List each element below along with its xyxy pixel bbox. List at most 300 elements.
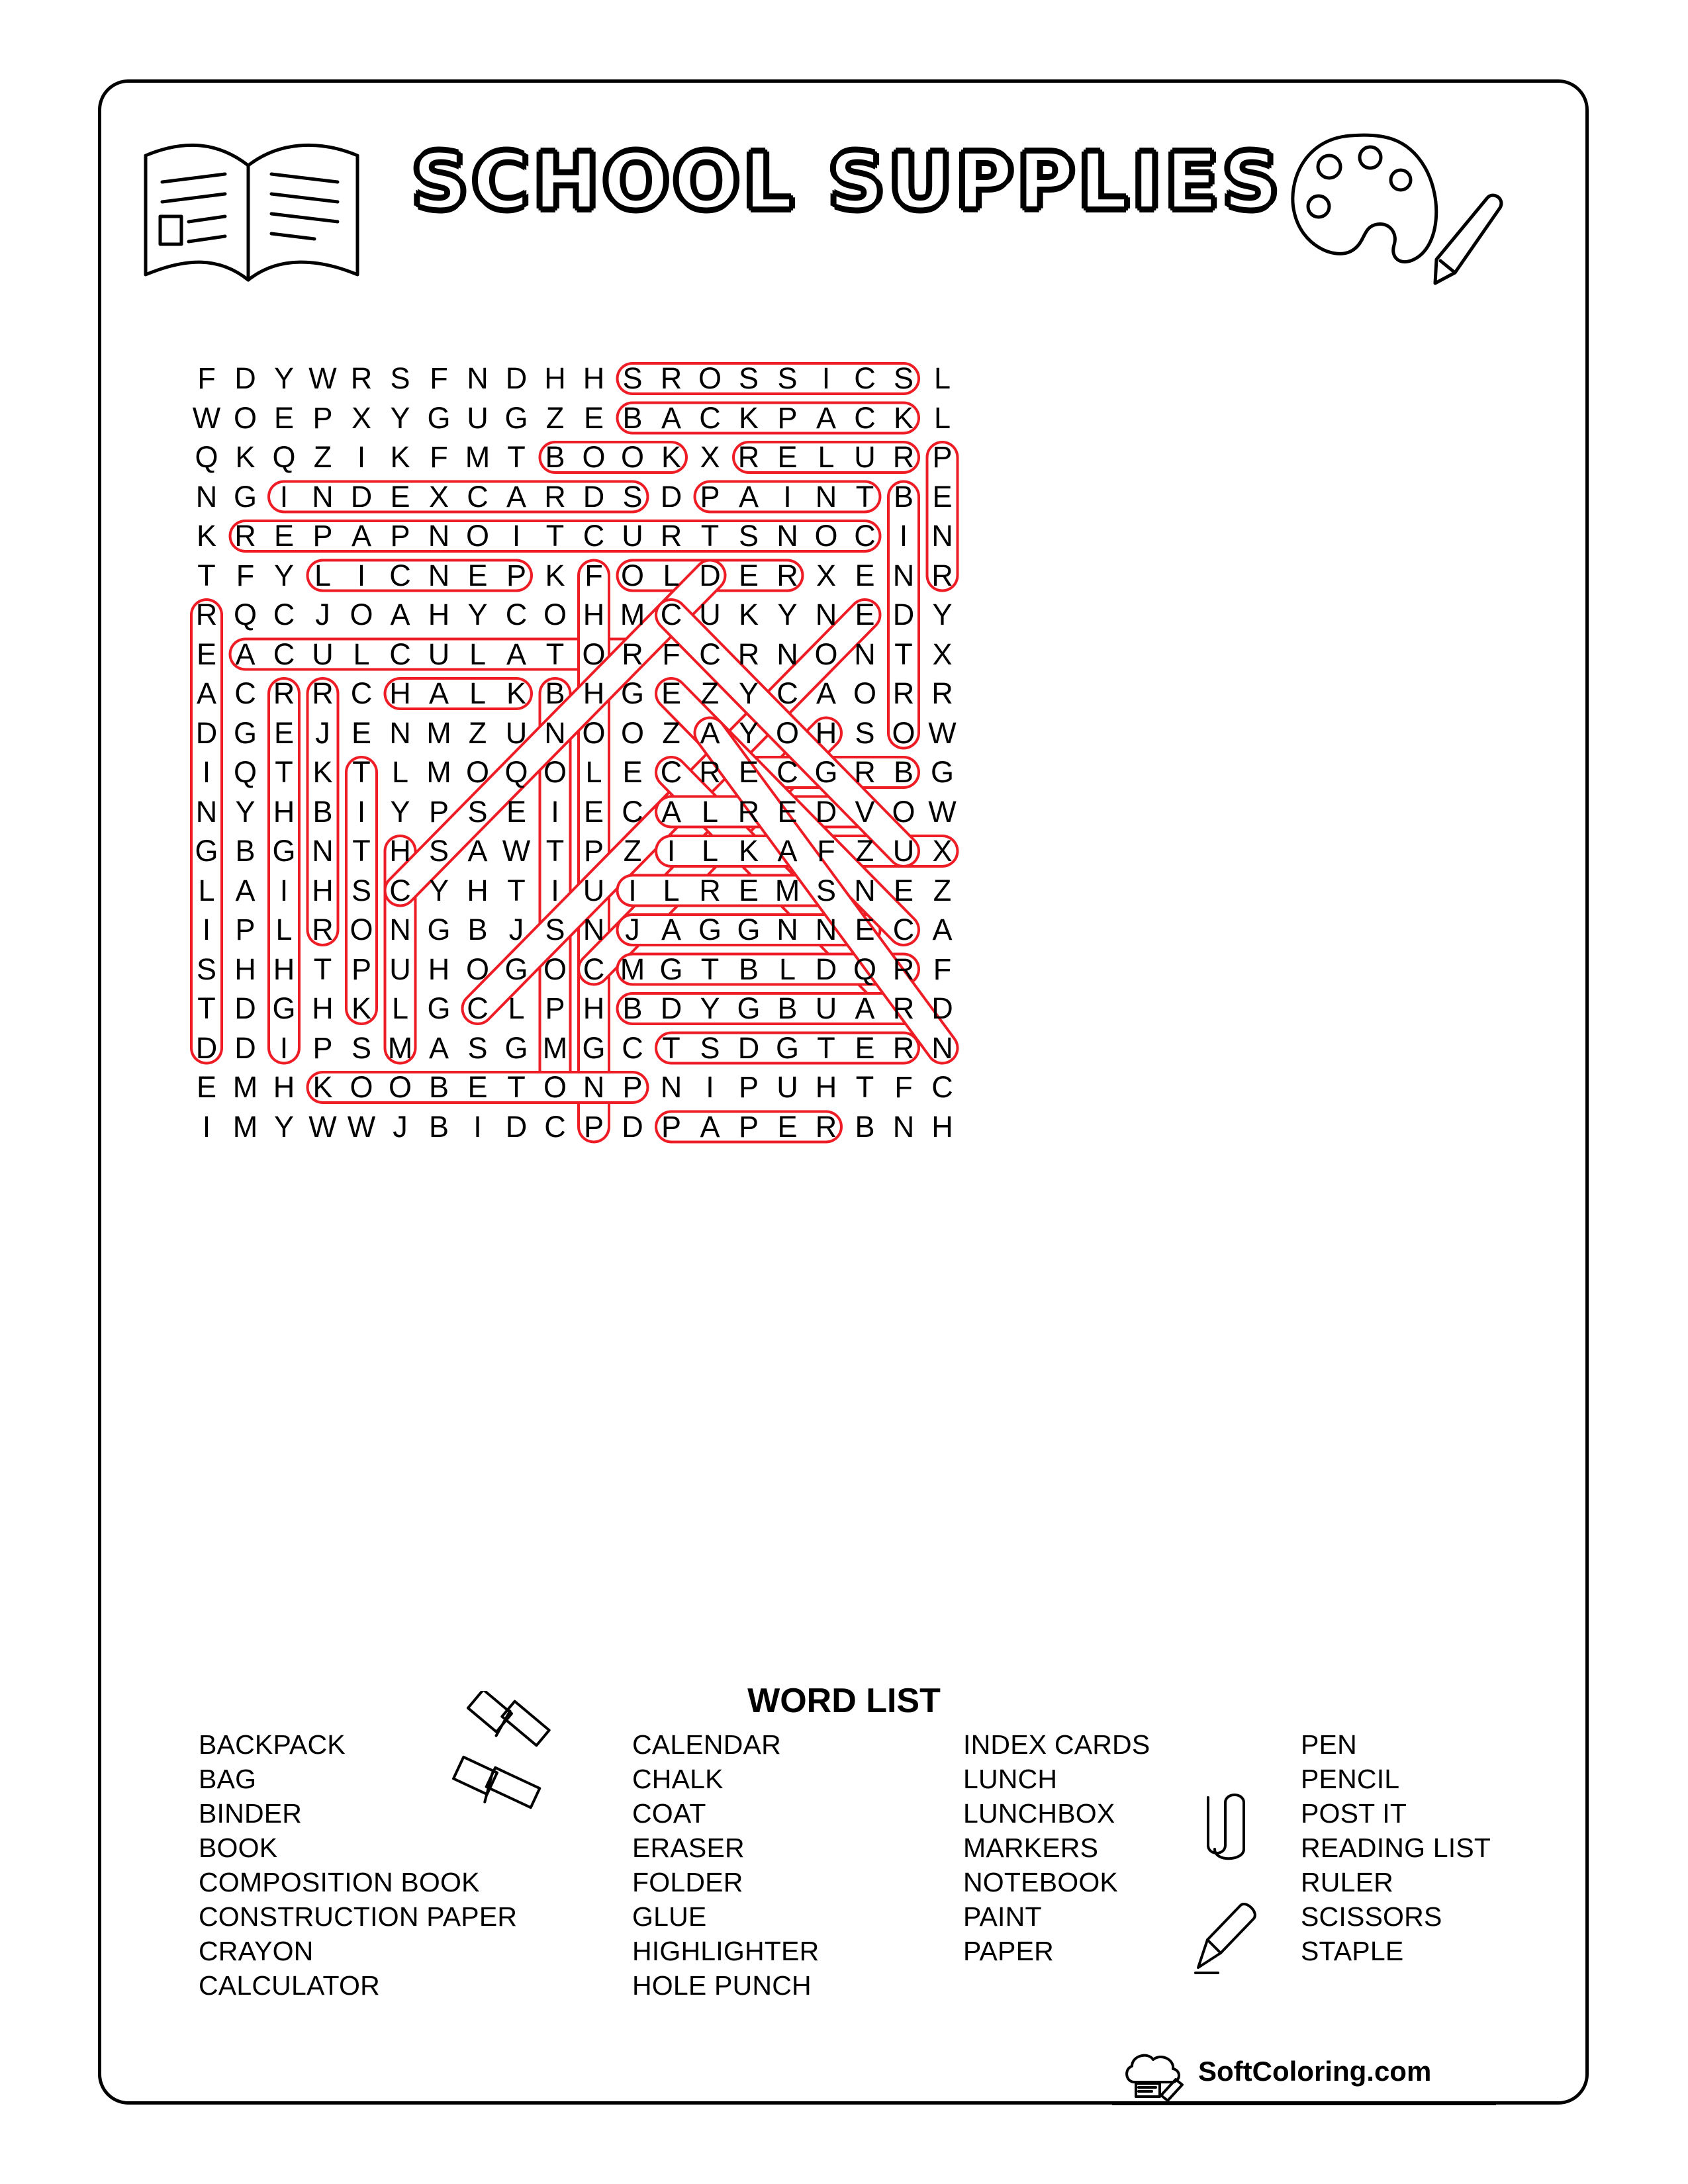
grid-cell[interactable]: T	[275, 755, 293, 789]
brand-footer[interactable]	[1112, 2038, 1496, 2111]
grid-cell[interactable]: Z	[700, 676, 720, 710]
grid-cell[interactable]: E	[738, 873, 759, 907]
grid-cell[interactable]: C	[467, 479, 489, 514]
grid-cell[interactable]: T	[894, 637, 913, 671]
grid-cell[interactable]: N	[776, 913, 798, 946]
grid-cell[interactable]: L	[933, 400, 951, 435]
grid-cell[interactable]: I	[357, 794, 366, 829]
grid-cell[interactable]: R	[737, 637, 760, 671]
grid-cell[interactable]: X	[932, 637, 953, 671]
grid-cell[interactable]: F	[662, 637, 680, 671]
grid-cell[interactable]: F	[933, 952, 952, 986]
grid-cell[interactable]: Z	[855, 834, 874, 868]
grid-cell[interactable]: T	[662, 1030, 680, 1065]
grid-cell[interactable]: H	[273, 1070, 295, 1104]
grid-cell[interactable]: S	[893, 361, 914, 395]
grid-cell[interactable]: H	[389, 676, 411, 710]
grid-cell[interactable]: L	[701, 794, 719, 829]
grid-cell[interactable]: G	[195, 834, 218, 868]
grid-cell[interactable]: K	[312, 755, 333, 789]
grid-cell[interactable]: E	[467, 558, 488, 592]
grid-cell[interactable]: G	[272, 834, 296, 868]
grid-cell[interactable]: P	[506, 558, 526, 592]
grid-cell[interactable]: T	[197, 558, 216, 592]
grid-cell[interactable]: Y	[235, 794, 256, 829]
grid-cell[interactable]: L	[585, 755, 602, 789]
grid-cell[interactable]: H	[273, 794, 295, 829]
grid-cell[interactable]: R	[312, 676, 334, 710]
grid-cell[interactable]: N	[544, 715, 566, 750]
grid-cell[interactable]: R	[737, 440, 760, 474]
grid-cell[interactable]: A	[816, 676, 836, 710]
grid-cell[interactable]: O	[233, 400, 257, 435]
grid-cell[interactable]: X	[428, 479, 449, 514]
grid-cell[interactable]: S	[738, 519, 759, 553]
grid-cell[interactable]: Y	[738, 676, 759, 710]
grid-cell[interactable]: E	[273, 715, 294, 750]
grid-cell[interactable]: E	[583, 794, 604, 829]
grid-cell[interactable]: O	[853, 676, 876, 710]
grid-cell[interactable]: O	[465, 519, 489, 553]
grid-cell[interactable]: O	[814, 519, 838, 553]
grid-cell[interactable]: R	[699, 873, 721, 907]
grid-cell[interactable]: O	[620, 440, 644, 474]
grid-cell[interactable]: Y	[273, 1109, 294, 1144]
grid-cell[interactable]: T	[507, 873, 526, 907]
grid-cell[interactable]: B	[622, 991, 643, 1025]
grid-cell[interactable]: C	[931, 1070, 953, 1104]
grid-cell[interactable]: A	[855, 991, 875, 1025]
grid-cell[interactable]: D	[660, 479, 682, 514]
grid-cell[interactable]: T	[313, 952, 332, 986]
grid-cell[interactable]: U	[622, 519, 643, 553]
grid-cell[interactable]: Z	[662, 715, 680, 750]
grid-cell[interactable]: R	[195, 598, 218, 631]
grid-cell[interactable]: U	[428, 637, 450, 671]
grid-cell[interactable]: R	[660, 519, 682, 553]
grid-cell[interactable]: I	[512, 519, 521, 553]
grid-cell[interactable]: T	[855, 1070, 874, 1104]
grid-cell[interactable]: G	[427, 913, 451, 946]
grid-cell[interactable]: M	[426, 755, 451, 789]
grid-cell[interactable]: L	[275, 913, 293, 946]
grid-cell[interactable]: E	[506, 794, 526, 829]
grid-cell[interactable]: C	[892, 913, 915, 946]
grid-cell[interactable]: H	[815, 1070, 837, 1104]
grid-cell[interactable]: O	[543, 1070, 567, 1104]
grid-cell[interactable]: C	[660, 755, 682, 789]
grid-cell[interactable]: K	[235, 440, 256, 474]
grid-cell[interactable]: P	[351, 952, 371, 986]
grid-cell[interactable]: E	[855, 558, 875, 592]
grid-cell[interactable]: I	[357, 440, 366, 474]
grid-cell[interactable]: C	[234, 676, 256, 710]
grid-cell[interactable]: E	[196, 1070, 216, 1104]
grid-cell[interactable]: W	[308, 361, 337, 395]
grid-cell[interactable]: B	[545, 440, 565, 474]
grid-cell[interactable]: X	[351, 400, 371, 435]
grid-cell[interactable]: G	[737, 913, 761, 946]
grid-cell[interactable]: J	[315, 715, 330, 750]
grid-cell[interactable]: F	[585, 558, 603, 592]
grid-cell[interactable]: G	[504, 400, 528, 435]
grid-cell[interactable]: A	[661, 794, 681, 829]
grid-cell[interactable]: C	[699, 637, 721, 671]
grid-cell[interactable]: A	[661, 400, 681, 435]
grid-cell[interactable]: U	[467, 400, 489, 435]
grid-cell[interactable]: N	[892, 1109, 915, 1144]
grid-cell[interactable]: L	[818, 440, 835, 474]
grid-cell[interactable]: G	[659, 952, 683, 986]
grid-cell[interactable]: F	[236, 558, 255, 592]
grid-cell[interactable]: D	[815, 794, 837, 829]
grid-cell[interactable]: C	[544, 1109, 566, 1144]
grid-cell[interactable]: G	[620, 676, 644, 710]
grid-cell[interactable]: B	[893, 755, 914, 789]
grid-cell[interactable]: H	[583, 598, 605, 631]
grid-cell[interactable]: A	[351, 519, 371, 553]
grid-cell[interactable]: R	[312, 913, 334, 946]
grid-cell[interactable]: S	[390, 361, 410, 395]
grid-cell[interactable]: H	[583, 676, 605, 710]
grid-cell[interactable]: A	[506, 479, 526, 514]
grid-cell[interactable]: Y	[428, 873, 449, 907]
grid-cell[interactable]: E	[583, 400, 604, 435]
grid-cell[interactable]: A	[196, 676, 216, 710]
grid-cell[interactable]: W	[347, 1109, 376, 1144]
grid-cell[interactable]: I	[551, 794, 559, 829]
grid-cell[interactable]: E	[855, 1030, 875, 1065]
grid-cell[interactable]: A	[506, 637, 526, 671]
grid-cell[interactable]: N	[815, 913, 837, 946]
grid-cell[interactable]: G	[272, 991, 296, 1025]
grid-cell[interactable]: M	[620, 598, 645, 631]
grid-cell[interactable]: A	[467, 834, 488, 868]
grid-cell[interactable]: M	[232, 1109, 258, 1144]
grid-cell[interactable]: O	[465, 952, 489, 986]
grid-cell[interactable]: Q	[233, 755, 257, 789]
grid-cell[interactable]: N	[583, 1070, 605, 1104]
grid-cell[interactable]: P	[661, 1109, 681, 1144]
grid-cell[interactable]: L	[353, 637, 370, 671]
grid-cell[interactable]: M	[465, 440, 491, 474]
grid-cell[interactable]: H	[815, 715, 837, 750]
grid-cell[interactable]: B	[622, 400, 643, 435]
grid-cell[interactable]: C	[467, 991, 489, 1025]
grid-cell[interactable]: R	[931, 676, 953, 710]
grid-cell[interactable]: N	[776, 519, 798, 553]
grid-cell[interactable]: B	[893, 479, 914, 514]
grid-cell[interactable]: G	[582, 1030, 606, 1065]
grid-cell[interactable]: O	[465, 755, 489, 789]
grid-cell[interactable]: A	[661, 913, 681, 946]
grid-cell[interactable]: T	[507, 1070, 526, 1104]
grid-cell[interactable]: P	[312, 519, 333, 553]
grid-cell[interactable]: P	[583, 834, 604, 868]
grid-cell[interactable]: E	[777, 1109, 798, 1144]
grid-cell[interactable]: C	[699, 400, 721, 435]
grid-cell[interactable]: F	[817, 834, 835, 868]
grid-cell[interactable]: T	[855, 479, 874, 514]
grid-cell[interactable]: M	[542, 1030, 568, 1065]
grid-cell[interactable]: D	[583, 479, 605, 514]
grid-cell[interactable]: B	[235, 834, 256, 868]
grid-cell[interactable]: U	[583, 873, 605, 907]
grid-cell[interactable]: U	[389, 952, 411, 986]
grid-cell[interactable]: U	[505, 715, 528, 750]
grid-cell[interactable]: N	[892, 558, 915, 592]
grid-cell[interactable]: P	[235, 913, 256, 946]
grid-cell[interactable]: L	[314, 558, 332, 592]
grid-cell[interactable]: V	[855, 794, 875, 829]
grid-cell[interactable]: O	[582, 637, 606, 671]
grid-cell[interactable]: K	[390, 440, 410, 474]
grid-cell[interactable]: Y	[467, 598, 488, 631]
grid-cell[interactable]: B	[738, 952, 759, 986]
grid-cell[interactable]: D	[350, 479, 373, 514]
grid-cell[interactable]: I	[202, 913, 211, 946]
grid-cell[interactable]: R	[931, 558, 953, 592]
grid-cell[interactable]: J	[508, 913, 524, 946]
grid-cell[interactable]: C	[389, 873, 411, 907]
grid-cell[interactable]: Q	[195, 440, 218, 474]
grid-cell[interactable]: Q	[853, 952, 876, 986]
grid-cell[interactable]: H	[273, 952, 295, 986]
grid-cell[interactable]: H	[428, 598, 450, 631]
grid-cell[interactable]: R	[892, 440, 915, 474]
grid-cell[interactable]: N	[195, 479, 218, 514]
grid-cell[interactable]: A	[700, 715, 720, 750]
grid-cell[interactable]: X	[932, 834, 953, 868]
grid-cell[interactable]: L	[391, 755, 409, 789]
grid-cell[interactable]: Z	[468, 715, 487, 750]
grid-cell[interactable]: U	[815, 991, 837, 1025]
grid-cell[interactable]: A	[428, 1030, 449, 1065]
grid-cell[interactable]: D	[699, 558, 721, 592]
grid-cell[interactable]: T	[700, 519, 720, 553]
grid-cell[interactable]: H	[428, 952, 450, 986]
grid-cell[interactable]: N	[428, 519, 450, 553]
grid-cell[interactable]: H	[312, 873, 334, 907]
grid-cell[interactable]: O	[892, 794, 915, 829]
grid-cell[interactable]: D	[892, 598, 915, 631]
grid-cell[interactable]: P	[583, 1109, 604, 1144]
grid-cell[interactable]: N	[854, 873, 876, 907]
grid-cell[interactable]: E	[273, 519, 294, 553]
grid-cell[interactable]: J	[315, 598, 330, 631]
grid-cell[interactable]: B	[545, 676, 565, 710]
grid-cell[interactable]: H	[583, 361, 605, 395]
grid-cell[interactable]: I	[357, 558, 366, 592]
grid-cell[interactable]: K	[738, 400, 759, 435]
grid-cell[interactable]: C	[505, 598, 528, 631]
grid-cell[interactable]: O	[620, 715, 644, 750]
grid-cell[interactable]: R	[815, 1109, 837, 1144]
grid-cell[interactable]: S	[777, 361, 798, 395]
grid-cell[interactable]: T	[507, 440, 526, 474]
grid-cell[interactable]: D	[931, 991, 953, 1025]
grid-cell[interactable]: P	[738, 1070, 759, 1104]
grid-cell[interactable]: U	[699, 598, 721, 631]
grid-cell[interactable]: E	[738, 558, 759, 592]
grid-cell[interactable]: L	[198, 873, 215, 907]
grid-cell[interactable]: Y	[273, 361, 294, 395]
grid-cell[interactable]: N	[931, 519, 953, 553]
grid-cell[interactable]: C	[583, 952, 605, 986]
grid-cell[interactable]: A	[816, 400, 836, 435]
grid-cell[interactable]: A	[700, 1109, 720, 1144]
grid-cell[interactable]: C	[854, 400, 876, 435]
grid-cell[interactable]: R	[660, 361, 682, 395]
grid-cell[interactable]: N	[583, 913, 605, 946]
grid-cell[interactable]: O	[698, 361, 722, 395]
grid-cell[interactable]: G	[427, 400, 451, 435]
grid-cell[interactable]: H	[931, 1109, 953, 1144]
grid-cell[interactable]: R	[622, 637, 643, 671]
grid-cell[interactable]: G	[698, 913, 722, 946]
grid-cell[interactable]: I	[279, 1030, 289, 1065]
grid-cell[interactable]: Q	[272, 440, 296, 474]
grid-cell[interactable]: S	[700, 1030, 720, 1065]
grid-cell[interactable]: Y	[777, 598, 798, 631]
grid-cell[interactable]: T	[545, 519, 565, 553]
grid-cell[interactable]: R	[273, 676, 295, 710]
grid-cell[interactable]: C	[660, 598, 682, 631]
grid-cell[interactable]: S	[428, 834, 449, 868]
grid-cell[interactable]: N	[931, 1030, 953, 1065]
grid-cell[interactable]: Y	[390, 794, 410, 829]
grid-cell[interactable]: S	[738, 361, 759, 395]
grid-cell[interactable]: M	[774, 873, 800, 907]
grid-cell[interactable]: E	[777, 440, 798, 474]
grid-cell[interactable]: I	[551, 873, 559, 907]
grid-cell[interactable]: Z	[933, 873, 952, 907]
grid-cell[interactable]: S	[196, 952, 216, 986]
grid-cell[interactable]: M	[620, 952, 645, 986]
grid-cell[interactable]: Z	[623, 834, 642, 868]
grid-cell[interactable]: N	[428, 558, 450, 592]
grid-cell[interactable]: W	[928, 794, 957, 829]
grid-cell[interactable]: K	[661, 440, 681, 474]
grid-cell[interactable]: R	[892, 991, 915, 1025]
grid-cell[interactable]: S	[351, 1030, 371, 1065]
grid-cell[interactable]: S	[816, 873, 836, 907]
grid-cell[interactable]: A	[777, 834, 798, 868]
grid-cell[interactable]: L	[778, 952, 796, 986]
grid-cell[interactable]: B	[312, 794, 333, 829]
grid-cell[interactable]: G	[775, 1030, 799, 1065]
grid-cell[interactable]: I	[279, 873, 289, 907]
grid-cell[interactable]: X	[700, 440, 720, 474]
grid-cell[interactable]: H	[467, 873, 489, 907]
grid-cell[interactable]: N	[854, 637, 876, 671]
grid-cell[interactable]: A	[390, 598, 410, 631]
grid-cell[interactable]: T	[817, 1030, 835, 1065]
grid-cell[interactable]: U	[312, 637, 334, 671]
grid-cell[interactable]: T	[545, 834, 565, 868]
grid-cell[interactable]: T	[352, 755, 371, 789]
grid-cell[interactable]: S	[545, 913, 565, 946]
grid-cell[interactable]: P	[932, 440, 953, 474]
grid-cell[interactable]: W	[928, 715, 957, 750]
grid-cell[interactable]: O	[582, 715, 606, 750]
grid-cell[interactable]: L	[701, 834, 719, 868]
grid-cell[interactable]: J	[625, 913, 640, 946]
grid-cell[interactable]: C	[776, 676, 798, 710]
grid-cell[interactable]: P	[428, 794, 449, 829]
grid-cell[interactable]: G	[427, 991, 451, 1025]
grid-cell[interactable]: C	[776, 755, 798, 789]
grid-cell[interactable]: M	[426, 715, 451, 750]
grid-cell[interactable]: G	[737, 991, 761, 1025]
grid-cell[interactable]: K	[312, 1070, 333, 1104]
grid-cell[interactable]: C	[273, 598, 295, 631]
grid-cell[interactable]: D	[195, 1030, 218, 1065]
grid-cell[interactable]: U	[776, 1070, 798, 1104]
grid-cell[interactable]: Y	[932, 598, 953, 631]
grid-cell[interactable]: C	[854, 361, 876, 395]
grid-cell[interactable]: P	[700, 479, 720, 514]
grid-cell[interactable]: C	[583, 519, 605, 553]
grid-cell[interactable]: C	[389, 558, 411, 592]
grid-cell[interactable]: E	[196, 637, 216, 671]
grid-cell[interactable]: H	[312, 991, 334, 1025]
grid-cell[interactable]: I	[783, 479, 792, 514]
grid-cell[interactable]: I	[473, 1109, 482, 1144]
grid-cell[interactable]: Y	[273, 558, 294, 592]
grid-cell[interactable]: O	[350, 1070, 373, 1104]
grid-cell[interactable]: D	[737, 1030, 760, 1065]
grid-cell[interactable]: D	[505, 1109, 528, 1144]
grid-cell[interactable]: I	[899, 519, 908, 553]
grid-cell[interactable]: N	[389, 913, 411, 946]
grid-cell[interactable]: G	[504, 1030, 528, 1065]
grid-cell[interactable]: W	[308, 1109, 337, 1144]
grid-cell[interactable]: K	[893, 400, 914, 435]
grid-cell[interactable]: O	[543, 598, 567, 631]
grid-cell[interactable]: K	[738, 834, 759, 868]
grid-cell[interactable]: F	[894, 1070, 913, 1104]
grid-cell[interactable]: H	[583, 991, 605, 1025]
grid-cell[interactable]: I	[202, 755, 211, 789]
grid-cell[interactable]: P	[738, 1109, 759, 1144]
grid-cell[interactable]: C	[622, 1030, 643, 1065]
grid-cell[interactable]: Q	[504, 755, 528, 789]
grid-cell[interactable]: P	[312, 400, 333, 435]
grid-cell[interactable]: P	[390, 519, 410, 553]
grid-cell[interactable]: B	[777, 991, 798, 1025]
grid-cell[interactable]: K	[738, 598, 759, 631]
grid-cell[interactable]: Y	[700, 991, 720, 1025]
grid-cell[interactable]: R	[699, 755, 721, 789]
grid-cell[interactable]: E	[777, 794, 798, 829]
grid-cell[interactable]: R	[892, 676, 915, 710]
grid-cell[interactable]: G	[233, 479, 257, 514]
grid-cell[interactable]: T	[545, 637, 565, 671]
grid-cell[interactable]: O	[892, 715, 915, 750]
grid-cell[interactable]: O	[582, 440, 606, 474]
grid-cell[interactable]: N	[312, 479, 334, 514]
grid-cell[interactable]: D	[234, 991, 256, 1025]
grid-cell[interactable]: N	[660, 1070, 682, 1104]
grid-cell[interactable]: E	[273, 400, 294, 435]
grid-cell[interactable]: C	[854, 519, 876, 553]
grid-cell[interactable]: T	[700, 952, 720, 986]
grid-cell[interactable]: B	[428, 1070, 449, 1104]
grid-cell[interactable]: G	[930, 755, 954, 789]
grid-cell[interactable]: E	[855, 598, 875, 631]
grid-cell[interactable]: Q	[233, 598, 257, 631]
